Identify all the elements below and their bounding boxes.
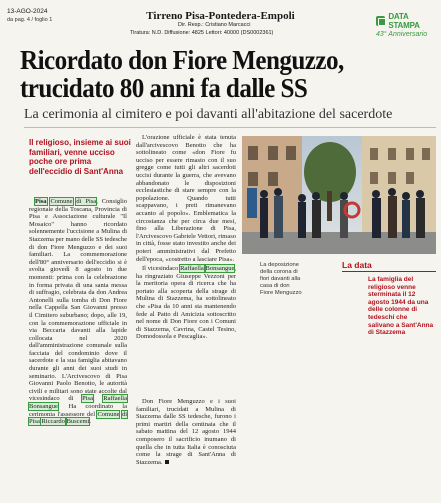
highlight-pisa-2: Pisa (82, 395, 93, 403)
article-column-2-end (136, 398, 236, 466)
circulation-line: Tiratura: N.D. Diffusione: 4825 Lettori: 40000 (DS0002361) (130, 30, 274, 36)
data-stampa-logo-icon (376, 16, 385, 26)
article-end-mark (165, 460, 169, 464)
article-subheadline: La cerimonia al cimitero e poi davanti all'abitazione del sacerdote (24, 107, 393, 122)
column-2-text-b: , ha ringraziato Giuseppe Vezzoni per la meritoria opera di ricerca che ha portato alla scoperta della strage di Mulina di Stazzema, ha sottolineato che «Pisa da 10 anni sta mantenendo fede al Patto di Amicizia sottoscritto nel nome di Don Fiore con i Comuni di Stazzema, Cavrina, Castel Tesino, Domodossola e Pescaglia». (136, 265, 237, 341)
article-column-1 (29, 198, 127, 426)
highlight-riccardo: Riccardo (41, 418, 65, 426)
column-2-paragraph-2 (136, 265, 236, 341)
column-1-text-2: , (92, 395, 104, 403)
column-2-text-3: Don Fiore Menguzzo e i suoi familiari, trucidati a Mulina di Stazzema dalle SS tedesche, furono i primi martiri della centinaia che il sabato mattina del 12 agosto 1944 composero il sacrificio inumano di quella che in tutta Italia è conosciuta come la strage di Sant'Anna di Stazzema. (136, 398, 236, 466)
highlight-di-pisa-2: di Pisa (29, 410, 127, 426)
highlight-bonsangue-2: Bonsangue (205, 265, 235, 273)
column-1-text-3: . Ha coordinato la cerimonia l'assessore del (29, 403, 127, 418)
page-info: da pag. 4 / foglio 1 (7, 17, 53, 23)
print-date: 13-AGO-2024 (7, 8, 48, 15)
headline-line-2: trucidato 80 anni fa dalle SS (20, 73, 308, 103)
divider (24, 127, 436, 128)
column-2-paragraph-3 (136, 398, 236, 466)
highlight-di-pisa: di Pisa (76, 198, 97, 205)
sidebar-text: La famiglia del religioso venne sterminata il 12 agosto 1944 da una delle colonne di tedeschi che salivano a Sant'Anna di Stazzema (368, 276, 434, 337)
column-1-text-4: . (89, 418, 91, 426)
highlight-comune-2: Comune (97, 410, 120, 418)
publication-name: Tirreno Pisa-Pontedera-Empoli (146, 10, 295, 22)
logo-anniversary: 43° Anniversario (376, 31, 428, 38)
highlight-buscemi: Buscemi (66, 418, 90, 426)
highlight-comune: Comune (50, 198, 73, 205)
highlight-pisa: Pisa (35, 198, 47, 205)
article-column-2 (136, 134, 236, 341)
ceremony-photo (242, 136, 436, 254)
data-stampa-logo (376, 12, 438, 38)
column-1-paragraph (29, 198, 127, 426)
photo-caption: La deposizione della corona di fiori davanti alla casa di don Fiore Menguzzo (260, 262, 302, 296)
column-2-text-a: Il vicesindaco (142, 265, 181, 273)
director-line: Dir. Resp.: Cristiano Marcacci (178, 22, 251, 28)
article-kicker: Il religioso, insieme ai suoi familiari, venne ucciso poche ore prima dell'eccidio di Sant'Anna (29, 138, 131, 176)
logo-text: DATA STAMPA (388, 12, 420, 30)
ceremony-photo-image (242, 136, 436, 254)
highlight-raffaella: Raffaella (103, 395, 127, 403)
column-1-text: , Consiglio regionale della Toscana, Provincia di Pisa e Associazione culturale "Il Mosaico" hanno ricordato solennemente l'uccisione a Mulina di Stazzema per mano delle SS tedesche di don Fiore Menguzzo e dei suoi familiari. La commemorazione dell'80° anniversario dell'eccidio si è svolta giovedì 8 agosto in due momenti: prima con la celebrazione in forma privata di una santa messa di suffragio, celebrata da don Andrea Antonelli sulla tomba di Don Fiore nella Cappella San Giovanni presso il Cimitero suburbano; dopo, alle 19, con la commemorazione ufficiale in via Beccaria davanti alla lapide collocata nel 2020 dall'amministrazione comunale sulla facciata del condominio dove il sacerdote e la sua famiglia abitavano durante gli anni dei suoi studi in seminario. L'Arcivescovo di Pisa Giovanni Paolo Benotto, le autorità civili e militari sono state accolte dal vicesindaco di (29, 198, 128, 403)
article-headline (20, 46, 411, 102)
headline-line-1: Ricordato don Fiore Menguzzo, (20, 45, 344, 75)
highlight-raffaella-2: Raffaella (180, 265, 204, 273)
highlight-bonsangue: Bonsangue (29, 403, 58, 411)
column-2-paragraph-1: L'orazione ufficiale è stata tenuta dall'arcivescovo Benotto che ha sottolineato come «don Fiore fu ucciso per essere rimasto con il suo gregge come tutti gli altri sacerdoti uccisi durante la guerra, che avevano abbandonato le disposizioni ecclesiastiche di stare sempre con la popolazione. Quando tutti scappavano, i preti rimanevano accanto al popolo». Emblematica la circostanza che per circa due mesi, fino alla Liberazione di Pisa, l'Arcivescovo Gabriele Vettori, rimaso in città, fosse stato investito anche dei poteri amministrativi dal Prefetto dell'epoca, «costretto a lasciare Pisa». (136, 134, 236, 263)
sidebar-label: La data (342, 260, 436, 272)
